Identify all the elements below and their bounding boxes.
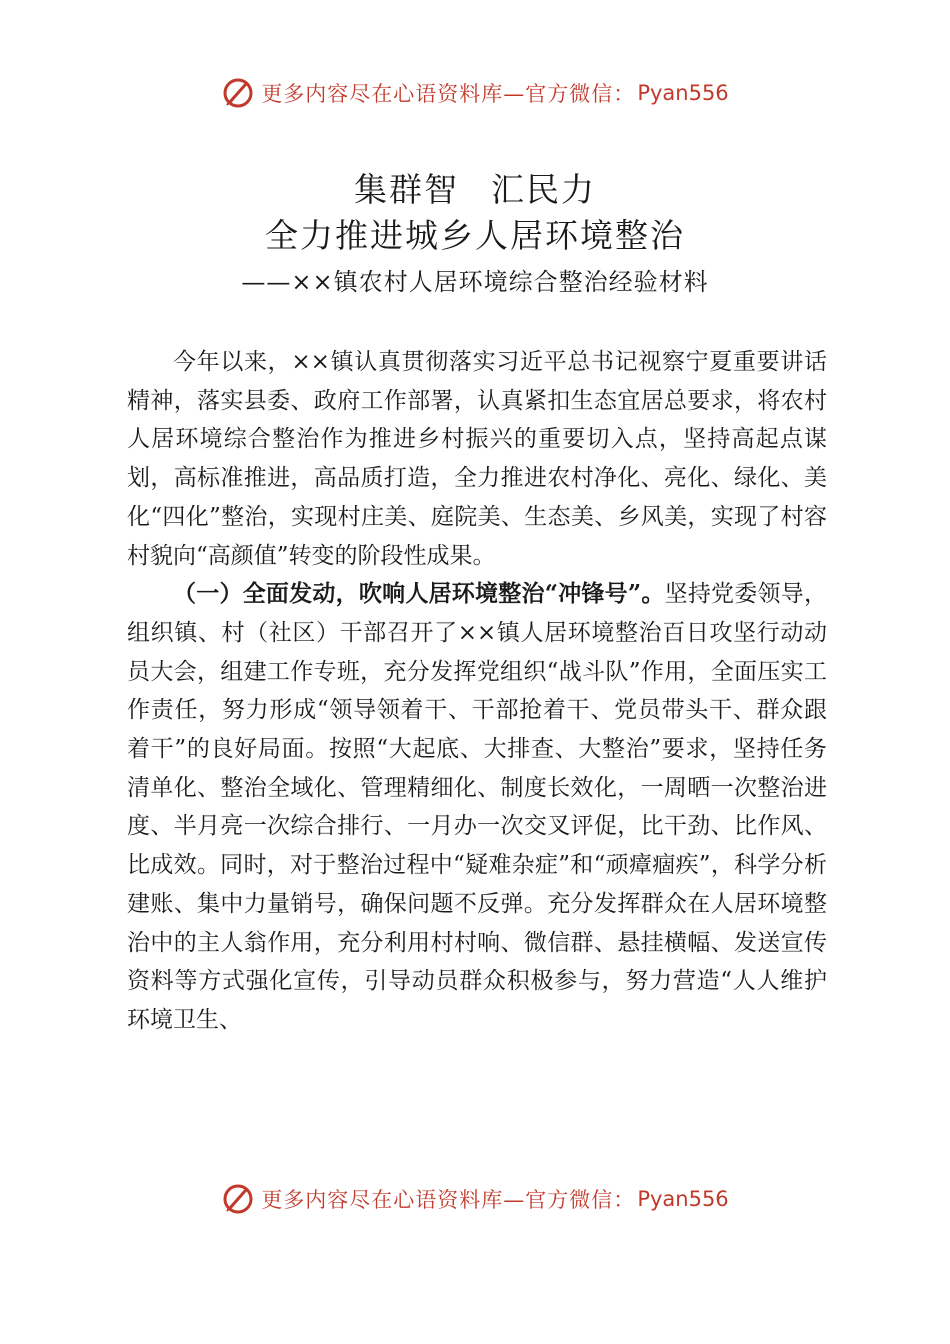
- document-body: [127, 343, 827, 1040]
- document-title-line2: 全力推进城乡人居环境整治: [265, 216, 685, 255]
- section1-heading: （一）全面发动，吹响人居环境整治“冲锋号”。: [173, 580, 665, 608]
- brush-logo-icon: [221, 76, 255, 110]
- document-subtitle: ——××镇农村人居环境综合整治经验材料: [241, 268, 709, 296]
- title-part2: 汇民力: [491, 170, 596, 209]
- watermark-text: 更多内容尽在心语资料库—官方微信：: [261, 1188, 636, 1212]
- title-part1: 集群智: [354, 170, 459, 209]
- section1-text: 坚持党委领导，组织镇、村（社区）干部召开了××镇人居环境整治百日攻坚行动动员大会，组建工作专班，充分发挥党组织“战斗队”作用，全面压实工作责任，努力形成“领导领着干、干部抢着干、党员带头干、群众跟着干”的良好局面。按照“大起底、大排查、大整治”要求，坚持任务清单化、整治全域化、管理精细化、制度长效化，一周晒一次整治进度、半月亮一次综合排行、一月办一次交叉评促，比干劲、比作风、比成效。同时，对于整治过程中“疑难杂症”和“顽瘴痼疾”，科学分析建账、集中力量销号，确保问题不反弹。充分发挥群众在人居环境整治中的主人翁作用，充分利用村村响、微信群、悬挂横幅、发送宣传资料等方式强化宣传，引导动员群众积极参与，努力营造“人人维护环境卫生、: [127, 581, 827, 1033]
- footer-watermark: [0, 1179, 950, 1219]
- watermark-text: 更多内容尽在心语资料库—官方微信：: [261, 82, 636, 106]
- paragraph-section1: [127, 575, 827, 1039]
- brush-logo-icon: [221, 1182, 255, 1216]
- watermark-account: Pyan556: [637, 81, 729, 105]
- header-watermark: [0, 73, 950, 113]
- document-title-line1: [0, 168, 950, 212]
- watermark-account: Pyan556: [637, 1187, 729, 1211]
- paragraph-intro: 今年以来，××镇认真贯彻落实习近平总书记视察宁夏重要讲话精神，落实县委、政府工作部署，认真紧扣生态宜居总要求，将农村人居环境综合整治作为推进乡村振兴的重要切入点，坚持高起点谋划，高标准推进，高品质打造，全力推进农村净化、亮化、绿化、美化“四化”整治，实现村庄美、庭院美、生态美、乡风美，实现了村容村貌向“高颜值”转变的阶段性成果。: [127, 349, 827, 569]
